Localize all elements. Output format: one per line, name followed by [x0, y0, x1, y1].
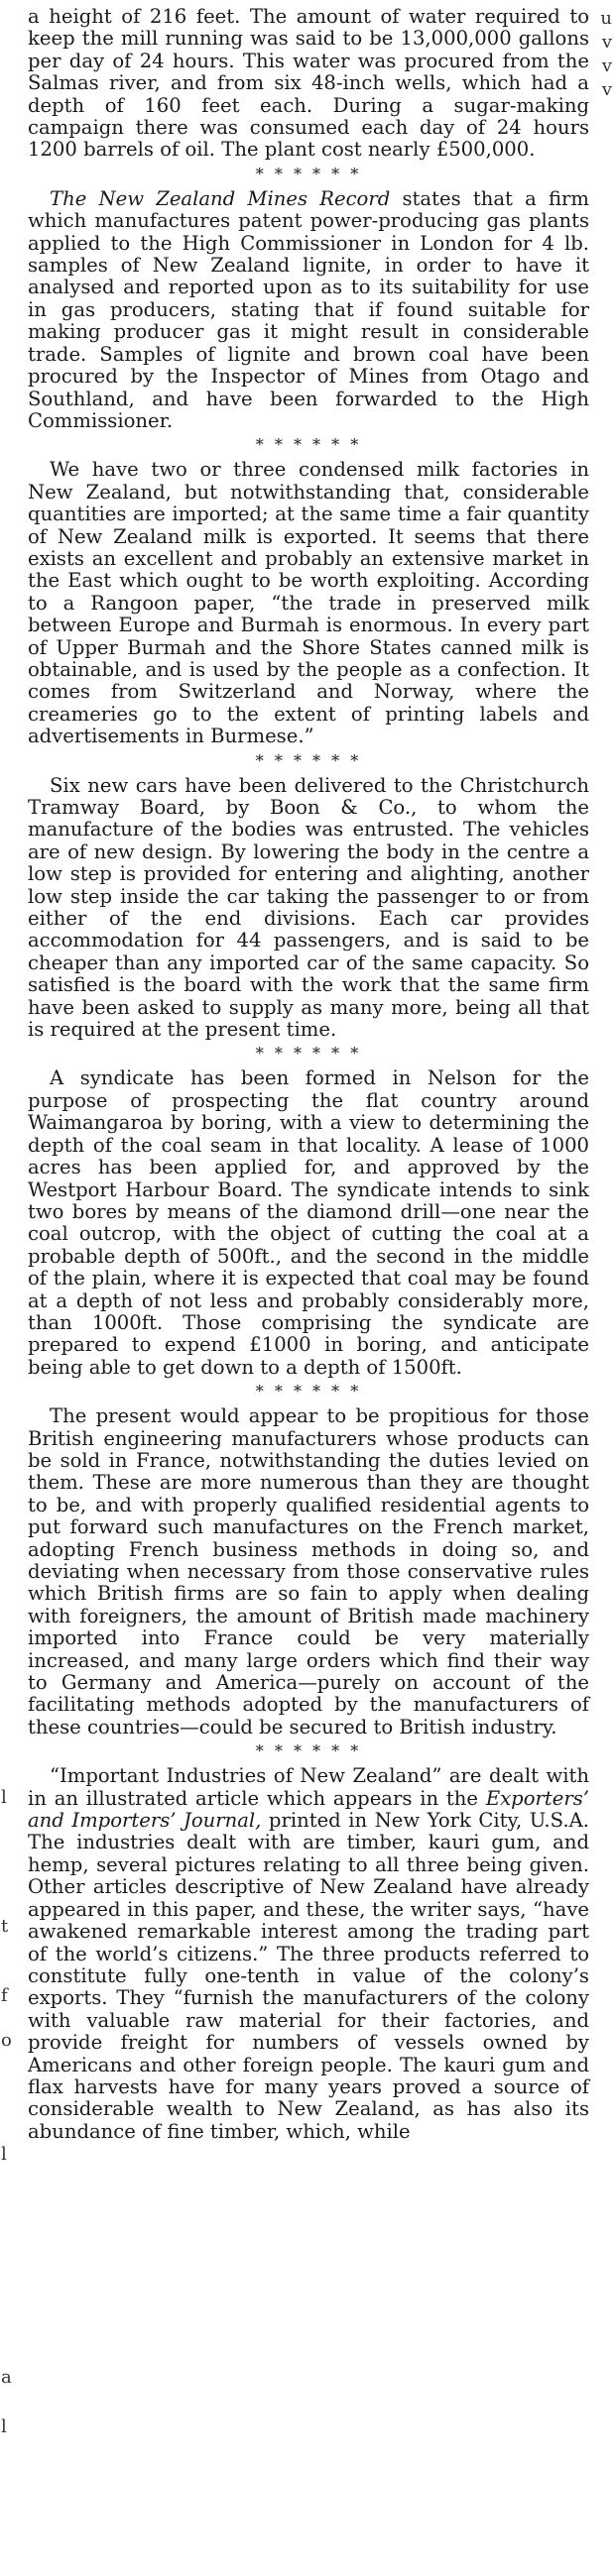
left-column-edge	[0, 0, 10, 2576]
paragraph-coal-syndicate: A syndicate has been formed in Nelson for the purpose of prospecting the flat country around Waimangaroa by boring, with a view to determining the depth of the coal seam in that locality. A lease of 1000 acres has been applied for, and approved by the Westport Harbour Board. The syndicate intends to sink two bores by means of the diamond drill—one near the coal outcrop, with the object of cutting the coal at a probable depth of 500ft., and the second in the middle of the plain, where it is expected that coal may be found at a depth of not less and probably considerably more, than 1000ft. Those comprising the syndicate are prepared to expend £1000 in boring, and anticipate being able to get down to a depth of 1500ft.	[28, 1066, 589, 1379]
publication-title: The New Zealand Mines Record	[50, 186, 391, 210]
section-separator: * * * * * *	[255, 1741, 362, 1761]
paragraph-tramway-cars: Six new cars have been delivered to the Christchurch Tramway Board, by Boon & Co., to whom the manufacture of the bodies was entrusted. The vehicles are of new design. By lowering the body in the centre a low step is provided for entering and alighting, another low step inside the car taking the passenger to or from either of the end divisions. Each car provides accommodation for 44 passengers, and is said to be cheaper than any imported car of the same capacity. So satisfied is the board with the work that the same firm have been asked to supply as many more, being all that is required at the present time.	[28, 773, 589, 1042]
left-edge-fragment: a	[1, 2367, 12, 2388]
paragraph-important-industries	[28, 1765, 589, 2143]
paragraph-industries-text: printed in New York City, U.S.A. The industries dealt with are timber, kauri gum, and hemp, several pictures relating to all three being given. Other articles descriptive of New Zealand have already appeared in this paper, and these, the writer says, “have awakened remarkable interest among the trading part of the world’s citizens.” The three products referred to constitute fully one-tenth in value of the colony’s exports. They “furnish the manufacturers of the colony with valuable raw material for their factories, and provide freight for numbers of vessels owned by Americans and other foreign people. The kauri gum and flax harvests have for many years proved a source of considerable wealth to New Zealand, as has also its abundance of fine timber, which, while	[28, 1809, 589, 2143]
section-separator: * * * * * *	[255, 164, 362, 183]
section-separator: * * * * * *	[255, 1044, 362, 1064]
left-edge-fragment: l	[1, 2416, 7, 2437]
right-edge-fragment: v	[601, 56, 612, 76]
left-edge-fragment: l	[1, 1787, 7, 1808]
paragraph-sugar-mill: a height of 216 feet. The amount of water required to keep the mill running was said to be 13,000,000 gallons per day of 24 hours. This water was procured from the Salmas river, and from six 48-inch wells, which had a depth of 160 feet each. During a sugar-making campaign there was consumed each day of 24 hours 1200 barrels of oil. The plant cost nearly £500,000.	[28, 5, 589, 162]
left-edge-fragment: t	[1, 1916, 9, 1937]
right-edge-fragment: v	[601, 79, 612, 100]
paragraph-british-engineering: The present would appear to be propitious for those British engineering manufacturers whose products can be sold in France, notwithstanding the duties levied on them. These are more numerous than they are thought to be, and with properly qualified residential agents to put forward such manufactures on the French market, adopting French business methods in doing so, and deviating when necessary from those conservative rules which British firms are so fain to apply when dealing with foreigners, the amount of British made machinery imported into France could be very materially increased, and many large orders which find their way to Germany and America—purely on account of the facilitating methods adopted by the manufacturers of these countries—could be secured to British industry.	[28, 1404, 589, 1738]
section-separator: * * * * * *	[255, 1382, 362, 1401]
right-column-edge	[598, 0, 614, 2576]
section-separator: * * * * * *	[255, 750, 362, 770]
paragraph-lignite-text: states that a firm which manufactures patent power-producing gas plants applied to the High Commissioner in London for 4 lb. samples of New Zealand lignite, in order to have it analysed and reported upon as to its suitability for use in gas producers, stating that if found suitable for making producer gas it might result in considerable trade. Samples of lignite and brown coal have been procured by the Inspector of Mines from Otago and Southland, and have been forwarded to the High Commissioner.	[28, 186, 590, 432]
left-edge-fragment: o	[1, 2030, 12, 2051]
left-edge-fragment: l	[1, 2144, 7, 2165]
right-edge-fragment: u	[600, 8, 612, 29]
right-edge-fragment: v	[601, 32, 612, 53]
paragraph-lignite-samples	[28, 188, 589, 432]
journal-title: Exporters’ and Importers’ Journal,	[28, 1786, 589, 1833]
paragraph-condensed-milk: We have two or three condensed milk factories in New Zealand, but notwithstanding that, considerable quantities are imported; at the same time a fair quantity of New Zealand milk is exported. It seems that there exists an excellent and probably an extensive market in the East which ought to be worth exploiting. According to a Rangoon paper, “the trade in preserved milk between Europe and Burmah is enormous. In every part of Upper Burmah and the Shore States canned milk is obtainable, and is used by the people as a confection. It comes from Switzerland and Norway, where the creameries go to the extent of printing labels and advertisements in Burmese.”	[28, 458, 589, 748]
section-separator: * * * * * *	[255, 435, 362, 455]
left-edge-fragment: f	[1, 1985, 8, 2006]
paragraph-industries-intro: “Important Industries of New Zealand” are dealt with in an illustrated article which appears in the	[28, 1764, 589, 1810]
article-column	[28, 6, 589, 2143]
